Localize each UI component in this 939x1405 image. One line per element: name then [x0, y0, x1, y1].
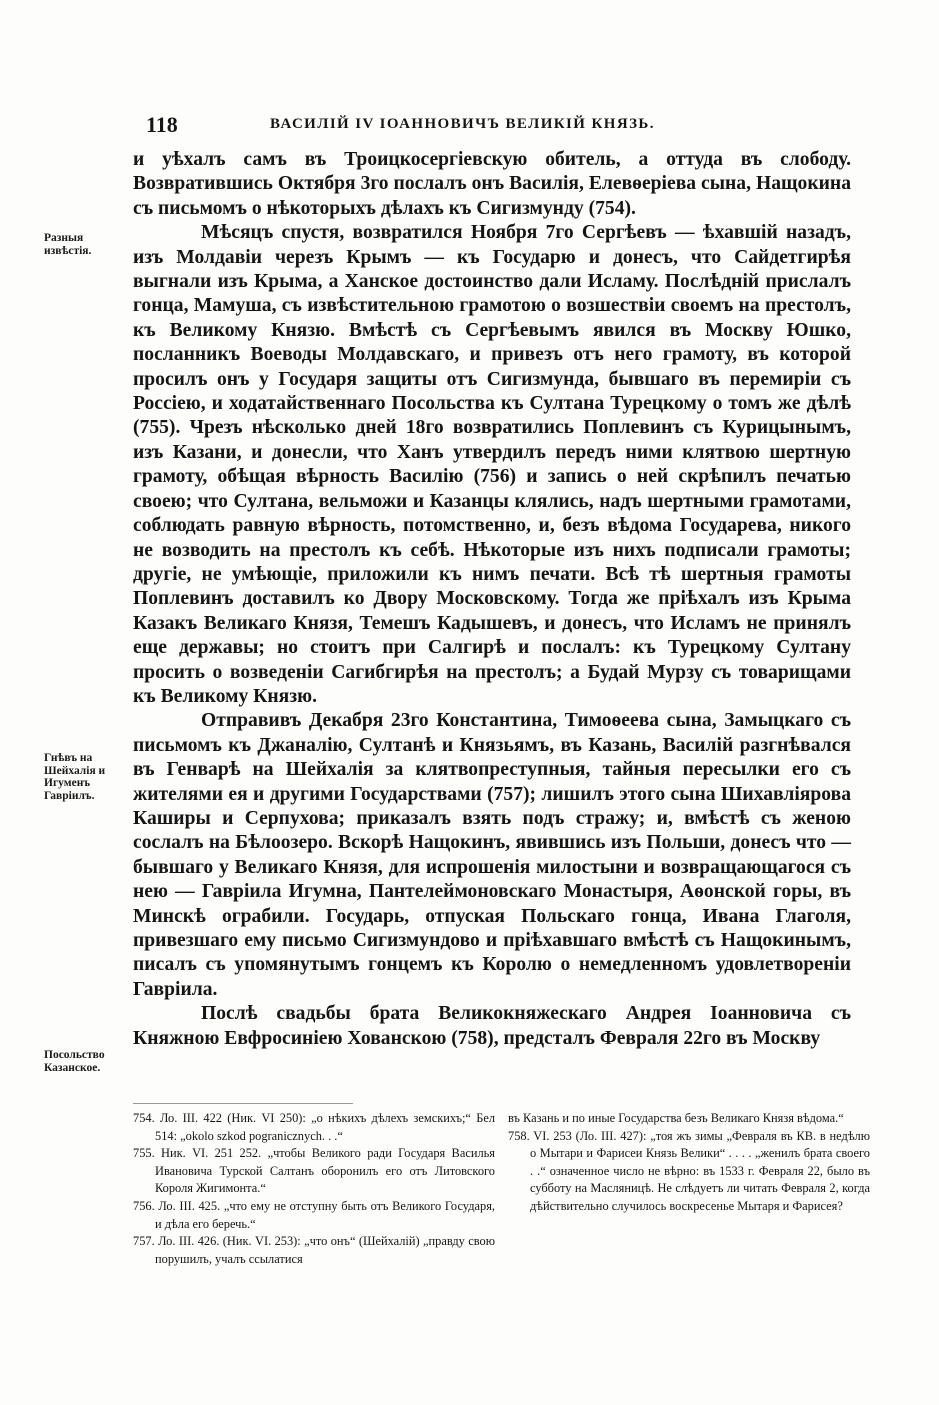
paragraph: Мѣсяцъ спустя, возвратился Ноября 7го Сергѣевъ — ѣхавшій назадъ, изъ Молдавіи черезъ Крымъ — къ Государю и донесъ, что Сайдетгирѣя выгнали изъ Крыма, а Ханское достоинство дали Исламу. Послѣдній прислалъ гонца, Мамуша, съ извѣстительною грамотою о возшествіи своемъ на престолъ, къ Великому Князю. Вмѣстѣ съ Сергѣевымъ явился въ Москву Юшко, посланникъ Воеводы Молдавскаго, и привезъ отъ него грамоту, въ которой просилъ онъ у Государя защиты отъ Сигизмунда, бывшаго въ перемиріи съ Россіею, и ходатайственнаго Посольства къ Султана Турецкому о томъ же дѣлѣ (755). Чрезъ нѣсколько дней 18го возвратились Поплевинъ съ Курицынымъ, изъ Казани, и донесли, что Ханъ утвердилъ передъ ними клятвою шертную грамоту, обѣщая вѣрность Василію (756) и запись о ней скрѣпилъ печатью своею; что Султана, вельможи и Казанцы клялись, надъ шертными грамотами, соблюдать равную вѣрность, потомственно, и, безъ вѣдома Государева, никого не возводить на престолъ къ себѣ. Нѣкоторые изъ нихъ подписали грамоты; другіе, не умѣющіе, приложили къ нимъ печати. Всѣ тѣ шертныя грамоты Поплевинъ доставилъ ко Двору Московскому. Тогда же пріѣхалъ изъ Крыма Казакъ Великаго Князя, Темешъ Кадышевъ, и донесъ, что Исламъ не принялъ еще державы; но стоитъ при Салгирѣ и послалъ: къ Турецкому Султану просить о возведеніи Сагибгирѣя на престолъ; а Будай Мурзу съ товарищами къ Великому Князю. [133, 222, 851, 707]
margin-note-news: Разныя извѣстія. [44, 232, 92, 257]
footnote: 756. Ло. III. 425. „что ему не отступну быть отъ Великого Государя, и дѣла его беречь.“ [133, 1198, 495, 1231]
paragraph: Послѣ свадьбы брата Великокняжескаго Андрея Іоанновича съ Княжною Евфросиніею Хованскою (758), предсталъ Февраля 22го въ Москву [133, 1003, 851, 1049]
footnote: 754. Ло. III. 422 (Ник. VI 250): „о нѣкихъ дѣлехъ земскихъ;“ Бел 514: „okolo szkod pogranicznych. . .“ [133, 1111, 495, 1143]
footnote: 758. VI. 253 (Ло. III. 427): „тоя жъ зимы „Февраля въ КВ. в недѣлю о Мытари и Фарисеи Князь Велики“ . . . . „женилъ брата своего . .“ означенное число не вѣрно: въ 1533 г. Февраля 22, было въ субботу на Масляницѣ. Не слѣдуетъ ли читать Февраля 2, когда дѣйствительно случилось воскресенье Мытаря и Фарисея? [508, 1128, 870, 1213]
paragraph: Отправивъ Декабря 23го Константина, Тимоѳеева сына, Замыцкаго съ письмомъ къ Джаналію, Султанѣ и Князьямъ, въ Казань, Василій разгнѣвался въ Генварѣ на Шейхалія за клятвопреступныя, тайныя пересылки его съ жителями ея и другими Государствами (757); лишилъ этого сына Шихавліярова Каширы и Серпухова; приказалъ взять подъ стражу; и, вмѣстѣ съ женою сослалъ на Бѣлоозеро. Вскорѣ Нащокинъ, явившись изъ Польши, донесъ что — бывшаго у Великаго Князя, для испрошенія милостыни и возвращающагося съ нею — Гавріила Игумна, Пантелеймоновскаго Монастыря, Аѳонской горы, въ Минскѣ ограбили. Государь, отпуская Польскаго гонца, Ивана Глаголя, привезшаго ему письмо Сигизмундово и пріѣхавшаго вмѣстѣ съ Нащокинымъ, писалъ съ упомянутымъ гонцемъ къ Королю о немедленномъ удовлетвореніи Гавріила. [133, 710, 851, 1000]
footnote: 755. Ник. VI. 251 252. „чтобы Великого ради Государя Василья Ивановича Турской Салтанъ оборонилъ его отъ Литовского Короля Жигимонта.“ [133, 1146, 495, 1196]
margin-note-embassy: Посольство Казанское. [44, 1049, 105, 1074]
footnote-continuation: въ Казань и по иные Государства безъ Великаго Князя вѣдома.“ [508, 1111, 844, 1125]
footnote-divider [133, 1103, 353, 1104]
paragraph: и уѣхалъ самъ въ Троицкосергіевскую обитель, а оттуда въ слободу. Возвратившись Октября 3го послалъ онъ Василія, Елевѳеріева сына, Нащокина съ письмомъ о нѣкоторыхъ дѣлахъ къ Сигизмунду (754). [133, 149, 851, 219]
footnotes-right-column [508, 1110, 870, 1216]
main-text [133, 148, 851, 1051]
footnotes-left-column [133, 1110, 495, 1268]
page-number: 118 [146, 112, 178, 137]
margin-note-shehaliy: Гнѣвъ на Шейхалія и Игуменъ Гавріилъ. [44, 752, 106, 802]
footnote: 757. Ло. III. 426. (Ник. VI. 253): „что онъ“ (Шейхалій) „правду свою порушилъ, учалъ ссылатися [133, 1234, 495, 1266]
page-header [146, 112, 778, 146]
running-title: ВАСИЛІЙ IV ІОАННОВИЧЪ ВЕЛИКІЙ КНЯЗЬ. [270, 116, 655, 132]
